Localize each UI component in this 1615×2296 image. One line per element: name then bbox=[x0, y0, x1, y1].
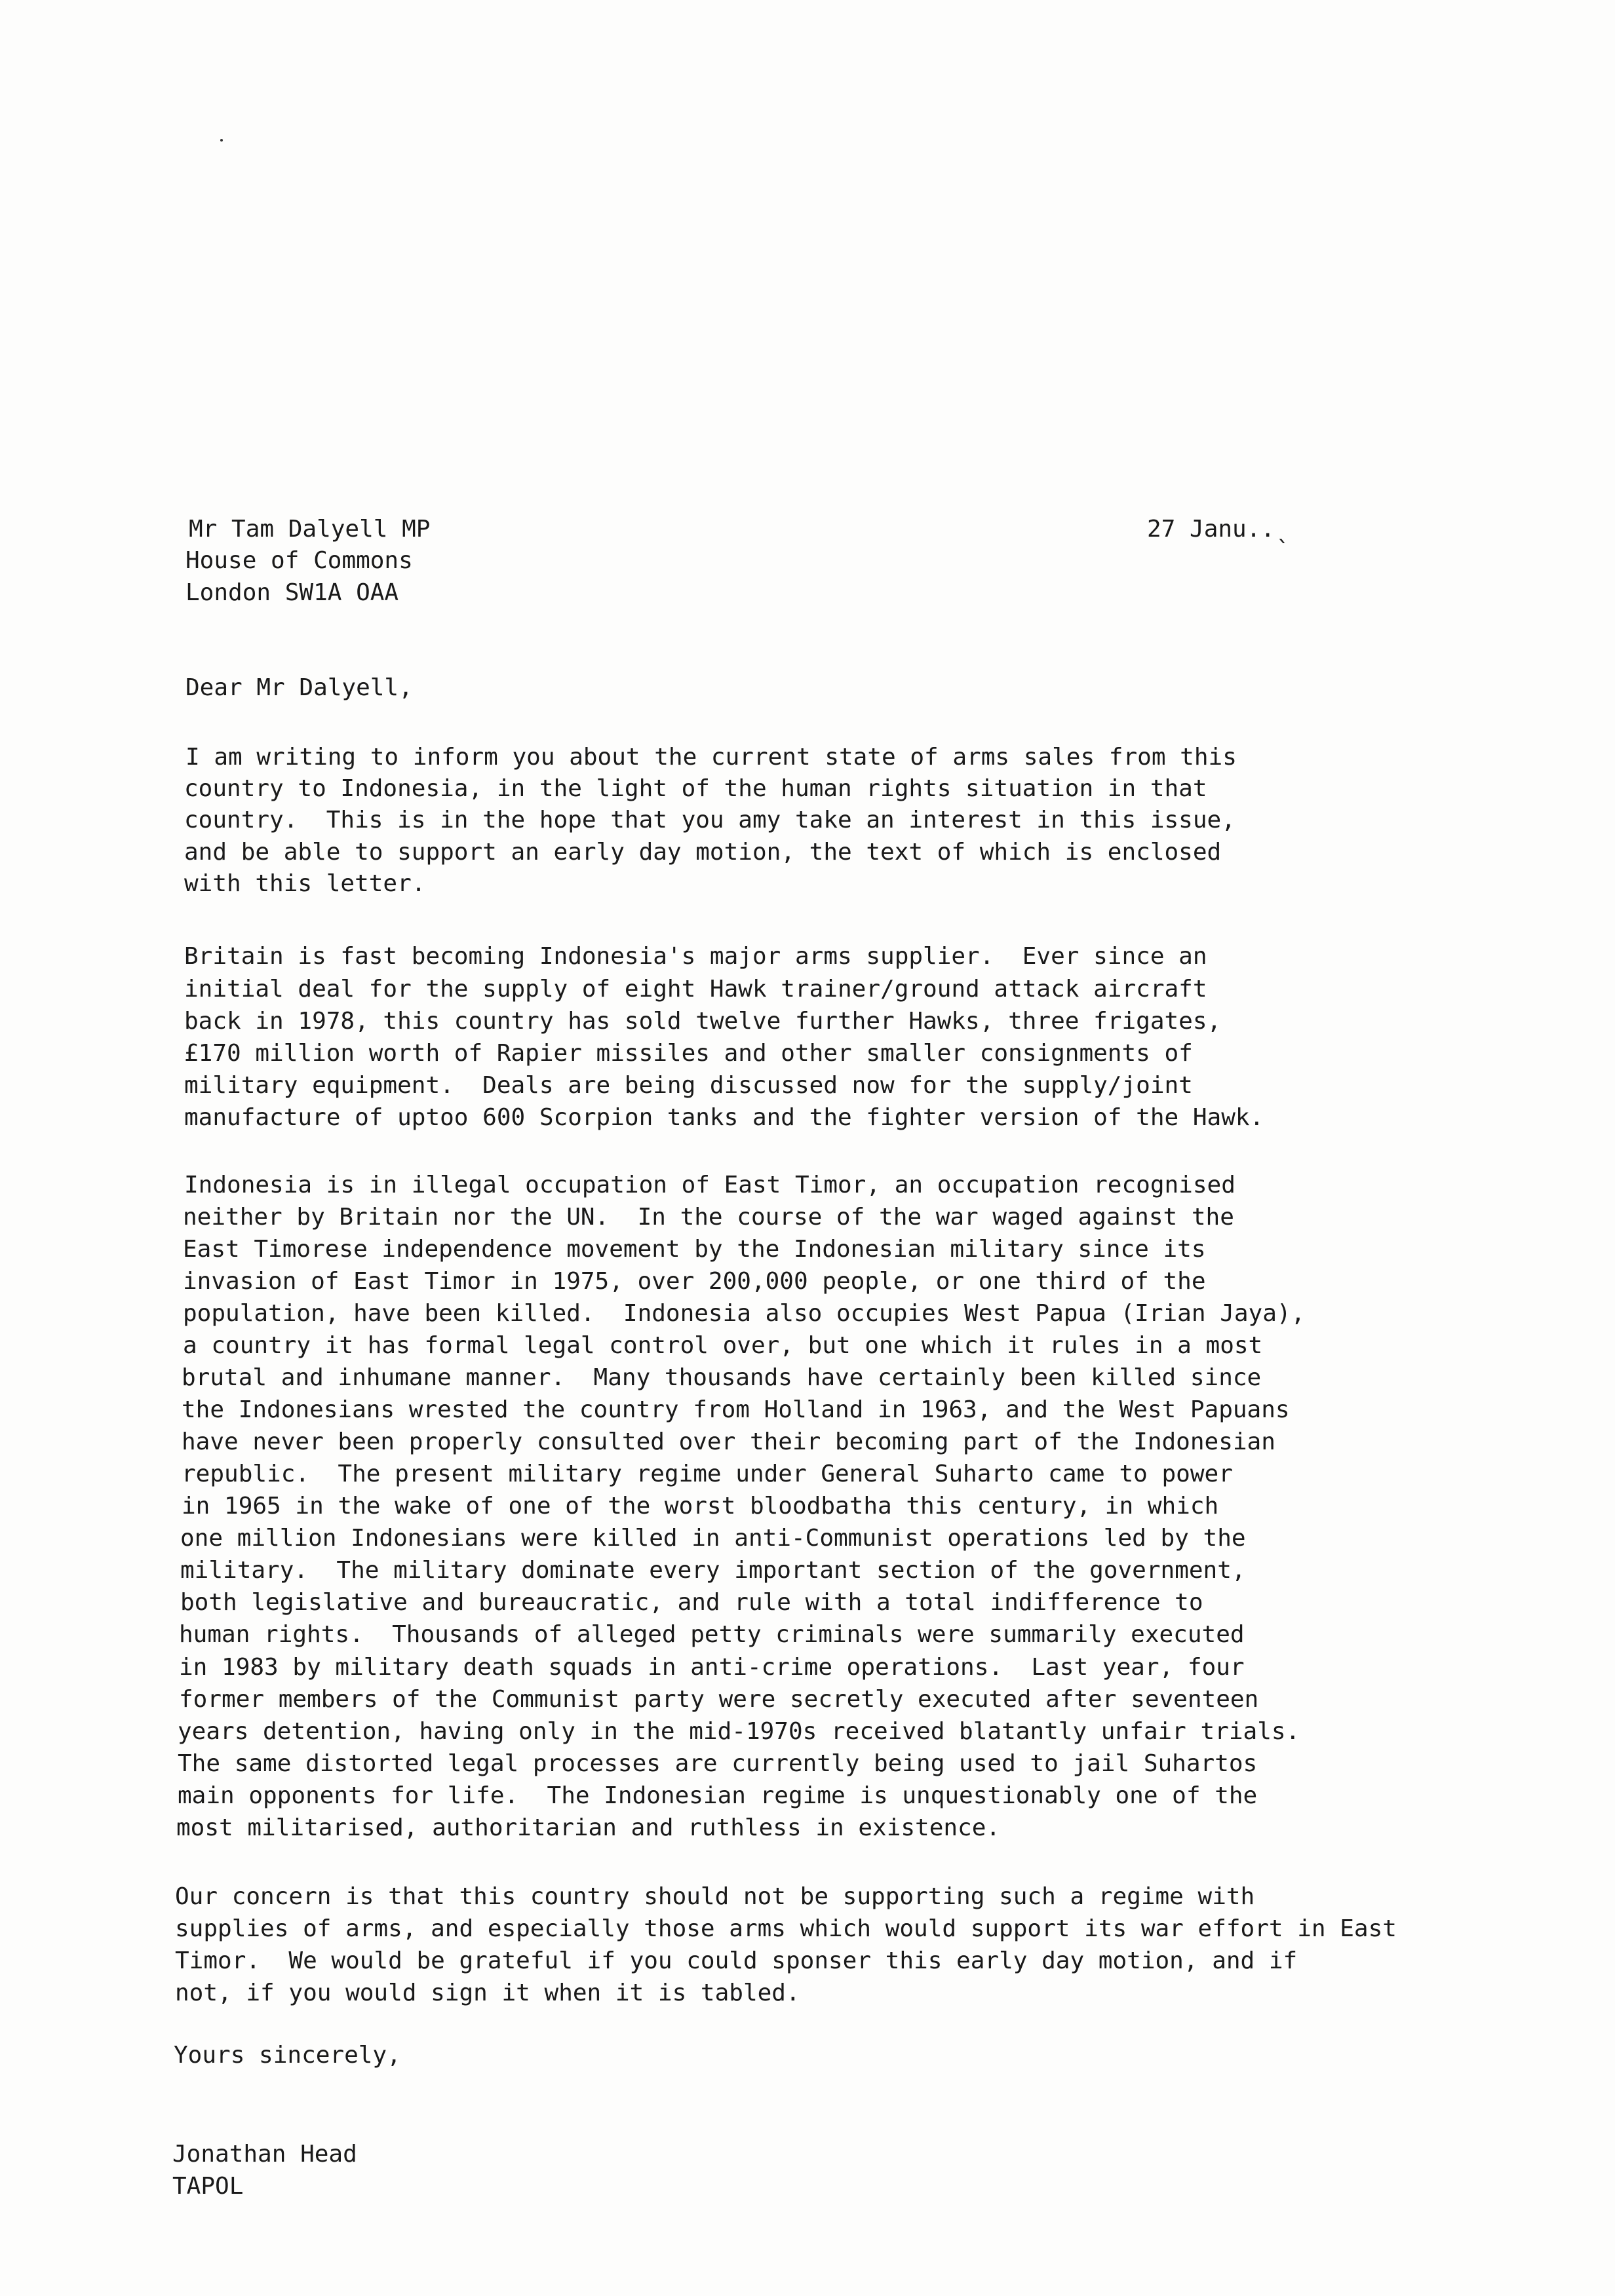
text-line: years detention, having only in the mid-1970s received blatantly unfair trials. bbox=[178, 1718, 1300, 1745]
text-line: and be able to support an early day motion, the text of which is enclosed bbox=[184, 839, 1222, 866]
text-line: one million Indonesians were killed in anti-Communist operations led by the bbox=[180, 1525, 1246, 1552]
text-line: most militarised, authoritarian and ruthless in existence. bbox=[176, 1814, 1001, 1841]
closing: Yours sincerely, bbox=[174, 2042, 401, 2069]
text-line: in 1965 in the wake of one of the worst bloodbatha this century, in which bbox=[182, 1493, 1219, 1520]
text-line: with this letter. bbox=[184, 870, 426, 897]
text-line: have never been properly consulted over their becoming part of the Indonesian bbox=[182, 1428, 1275, 1455]
recipient-address-line: House of Commons bbox=[185, 547, 413, 574]
letter-date: 27 Janu..ˎ bbox=[1147, 516, 1289, 543]
text-line: a country it has formal legal control over, but one which it rules in a most bbox=[183, 1332, 1263, 1359]
text-line: country. This is in the hope that you amy take an interest in this issue, bbox=[184, 807, 1236, 833]
text-line: the Indonesians wrested the country from Holland in 1963, and the West Papuans bbox=[182, 1396, 1290, 1423]
text-line: in 1983 by military death squads in anti-crime operations. Last year, four bbox=[179, 1654, 1245, 1681]
text-line: Timor. We would be grateful if you could sponser this early day motion, and if bbox=[175, 1947, 1298, 1974]
text-line: Our concern is that this country should not be supporting such a regime with bbox=[175, 1883, 1255, 1910]
text-line: manufacture of uptoo 600 Scorpion tanks and the fighter version of the Hawk. bbox=[184, 1104, 1264, 1131]
text-line: brutal and inhumane manner. Many thousands have certainly been killed since bbox=[182, 1364, 1262, 1391]
text-line: country to Indonesia, in the light of the human rights situation in that bbox=[184, 775, 1207, 802]
text-line: back in 1978, this country has sold twelve further Hawks, three frigates, bbox=[184, 1008, 1222, 1035]
signatory-name: Jonathan Head bbox=[172, 2141, 357, 2168]
text-line: invasion of East Timor in 1975, over 200,000 people, or one third of the bbox=[183, 1268, 1206, 1295]
signatory-organisation: TAPOL bbox=[172, 2173, 244, 2200]
text-line: supplies of arms, and especially those arms which would support its war effort in East bbox=[175, 1915, 1397, 1942]
text-line: military equipment. Deals are being discussed now for the supply/joint bbox=[184, 1072, 1193, 1099]
text-line: £170 million worth of Rapier missiles and other smaller consignments of bbox=[184, 1040, 1193, 1067]
recipient-address-line: London SW1A OAA bbox=[185, 579, 399, 606]
text-line: both legislative and bureaucratic, and rule with a total indifference to bbox=[180, 1589, 1203, 1616]
text-line: main opponents for life. The Indonesian regime is unquestionably one of the bbox=[178, 1782, 1258, 1809]
text-line: I am writing to inform you about the current state of arms sales from this bbox=[185, 744, 1237, 771]
text-line: military. The military dominate every important section of the government, bbox=[180, 1557, 1246, 1584]
text-line: East Timorese independence movement by the Indonesian military since its bbox=[183, 1236, 1206, 1263]
text-line: neither by Britain nor the UN. In the course of the war waged against the bbox=[183, 1204, 1234, 1231]
text-line: population, have been killed. Indonesia also occupies West Papua (Irian Jaya), bbox=[183, 1300, 1306, 1327]
text-line: not, if you would sign it when it is tabled. bbox=[175, 1980, 800, 2006]
text-line: Indonesia is in illegal occupation of East Timor, an occupation recognised bbox=[184, 1172, 1236, 1198]
text-line: initial deal for the supply of eight Hawk trainer/ground attack aircraft bbox=[184, 976, 1207, 1003]
salutation: Dear Mr Dalyell, bbox=[185, 674, 413, 701]
text-line: republic. The present military regime under General Suharto came to power bbox=[182, 1461, 1233, 1487]
recipient-name: Mr Tam Dalyell MP bbox=[189, 516, 431, 543]
text-line: human rights. Thousands of alleged petty criminals were summarily executed bbox=[179, 1621, 1245, 1648]
paper-speck bbox=[220, 139, 223, 142]
text-line: The same distorted legal processes are currently being used to jail Suhartos bbox=[178, 1750, 1258, 1777]
text-line: former members of the Communist party were secretly executed after seventeen bbox=[179, 1686, 1259, 1713]
text-line: Britain is fast becoming Indonesia's major arms supplier. Ever since an bbox=[184, 943, 1207, 970]
